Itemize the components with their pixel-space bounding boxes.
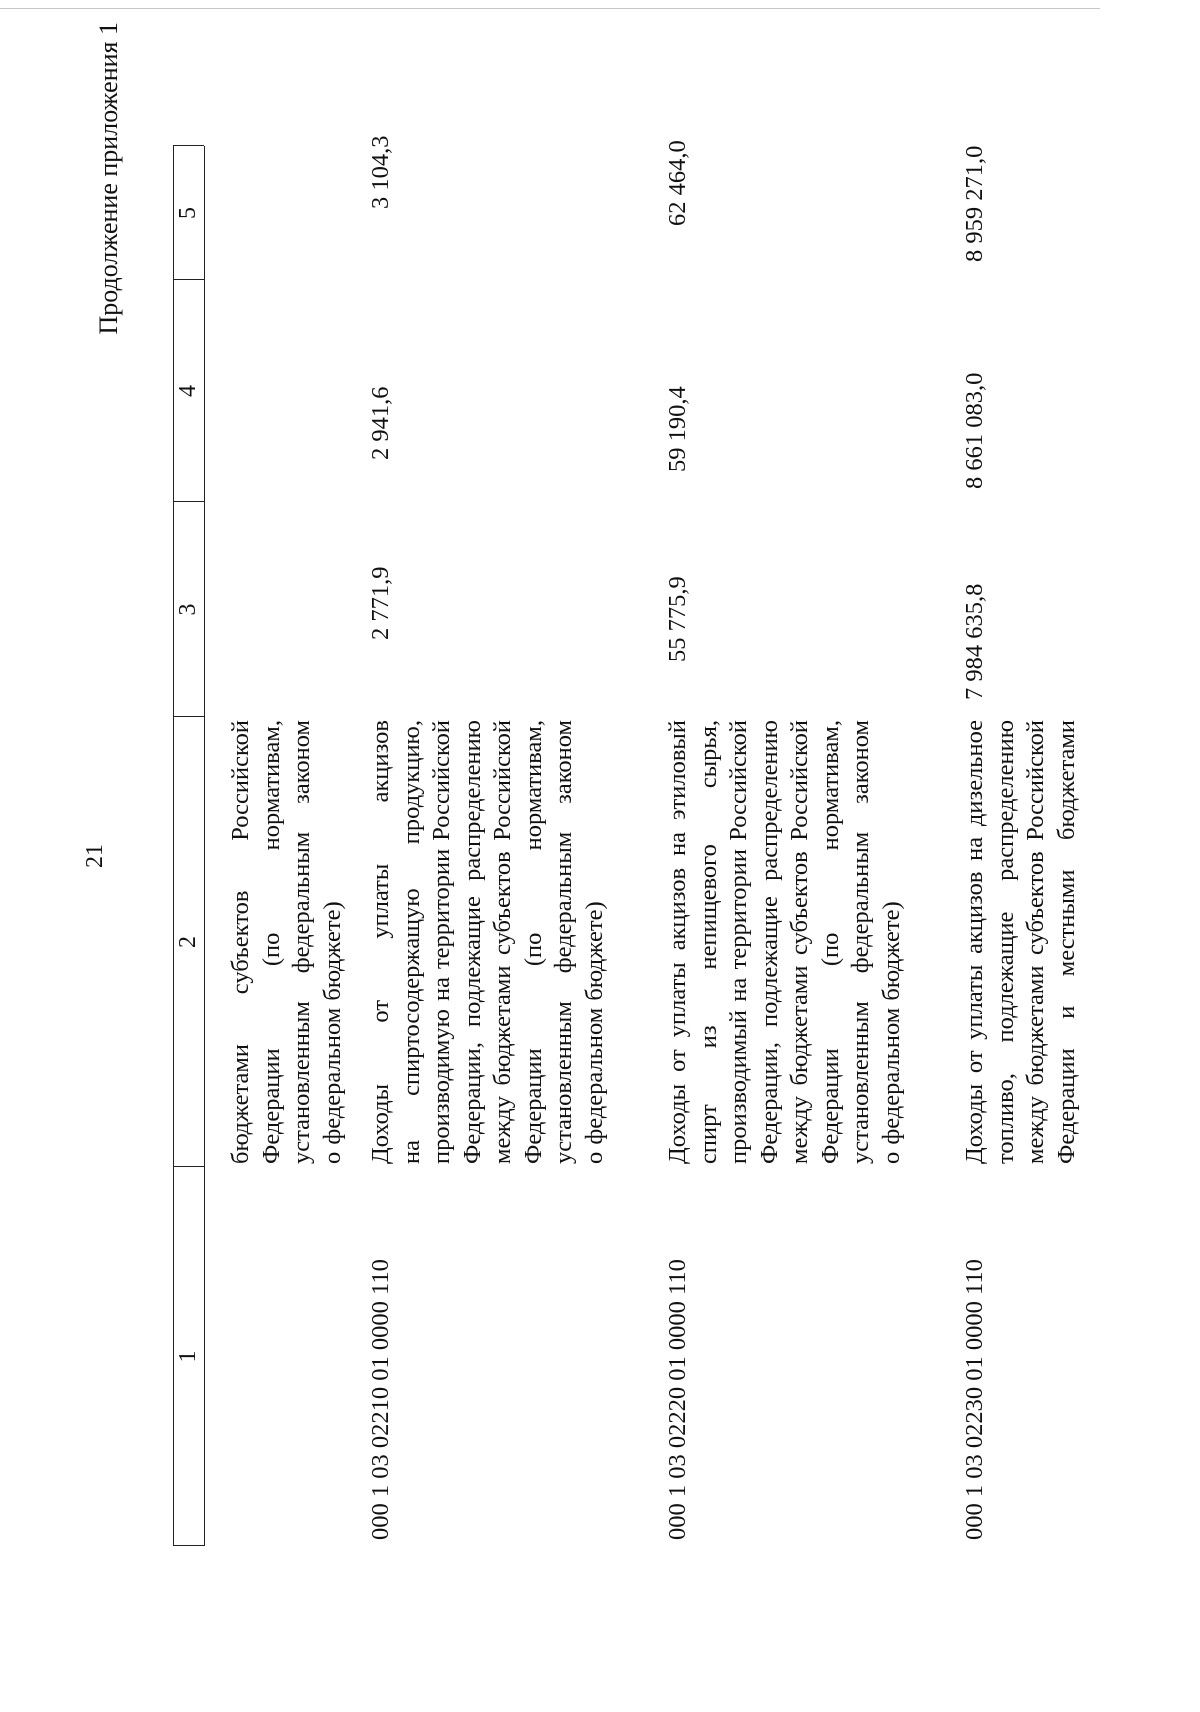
description-line: о федеральном бюджете) [877,901,905,1164]
description-line: Доходы от уплаты акцизов на этиловый [664,720,691,1164]
page-number: 21 [82,844,108,868]
value-col3: 7 984 635,8 [961,583,988,700]
description-line: Федерации, подлежащие распределению [755,720,783,1164]
description-line: на спиртосодержащую продукцию, [397,720,425,1164]
description-line: Федерации (по нормативам, [816,720,844,1164]
value-col4: 2 941,6 [367,386,394,460]
value-col4: 8 661 083,0 [961,372,988,489]
description-line: установленным федеральным законом [550,720,577,1164]
description-line: бюджетами субъектов Российской [227,720,254,1164]
description-line: спирт из непищевого сырья, [694,720,722,1164]
row-description [226,720,348,1164]
description-line: Федерации (по нормативам, [257,720,285,1164]
description-line: производимую на территории Российской [428,720,455,1164]
column-header-2: 2 [175,936,201,948]
description-line: топливо, подлежащие распределению [991,720,1019,1164]
column-header-4: 4 [175,385,201,397]
appendix-continuation-note: Продолжение приложения 1 [94,22,123,335]
description-line: между бюджетами субъектов Российской [1022,720,1049,1164]
description-line: установленным федеральным законом [847,720,874,1164]
budget-classification-code: 000 1 03 02230 01 0000 110 [961,1259,988,1540]
column-header-3: 3 [175,603,201,616]
value-col4: 59 190,4 [664,386,691,472]
description-line: производимый на территории Российской [725,720,752,1164]
row-description [663,720,907,1164]
description-line: установленным федеральным законом [288,720,315,1164]
description-line: о федеральном бюджете) [580,901,608,1164]
budget-classification-code: 000 1 03 02220 01 0000 110 [664,1259,691,1540]
value-col5: 3 104,3 [367,135,394,209]
value-col5: 62 464,0 [664,140,691,226]
value-col3: 55 775,9 [664,576,691,662]
description-line: Федерации (по нормативам, [519,720,547,1164]
column-header-1: 1 [175,1350,201,1363]
description-line: Федерации, подлежащие распределению [458,720,486,1164]
column-header-5: 5 [175,207,201,219]
value-col3: 2 771,9 [367,566,394,640]
description-line: между бюджетами субъектов Российской [489,720,516,1164]
budget-classification-code: 000 1 03 02210 01 0000 110 [367,1259,394,1540]
row-description [366,720,610,1164]
header-bottom-rule [204,146,205,1546]
description-line: между бюджетами субъектов Российской [786,720,813,1164]
description-line: Доходы от уплаты акцизов [367,720,394,1164]
row-description [960,720,1082,1164]
description-line: Федерации и местными бюджетами [1052,720,1080,1164]
description-line: Доходы от уплаты акцизов на дизельное [961,720,988,1164]
value-col5: 8 959 271,0 [961,145,988,262]
description-line: о федеральном бюджете) [318,901,346,1164]
